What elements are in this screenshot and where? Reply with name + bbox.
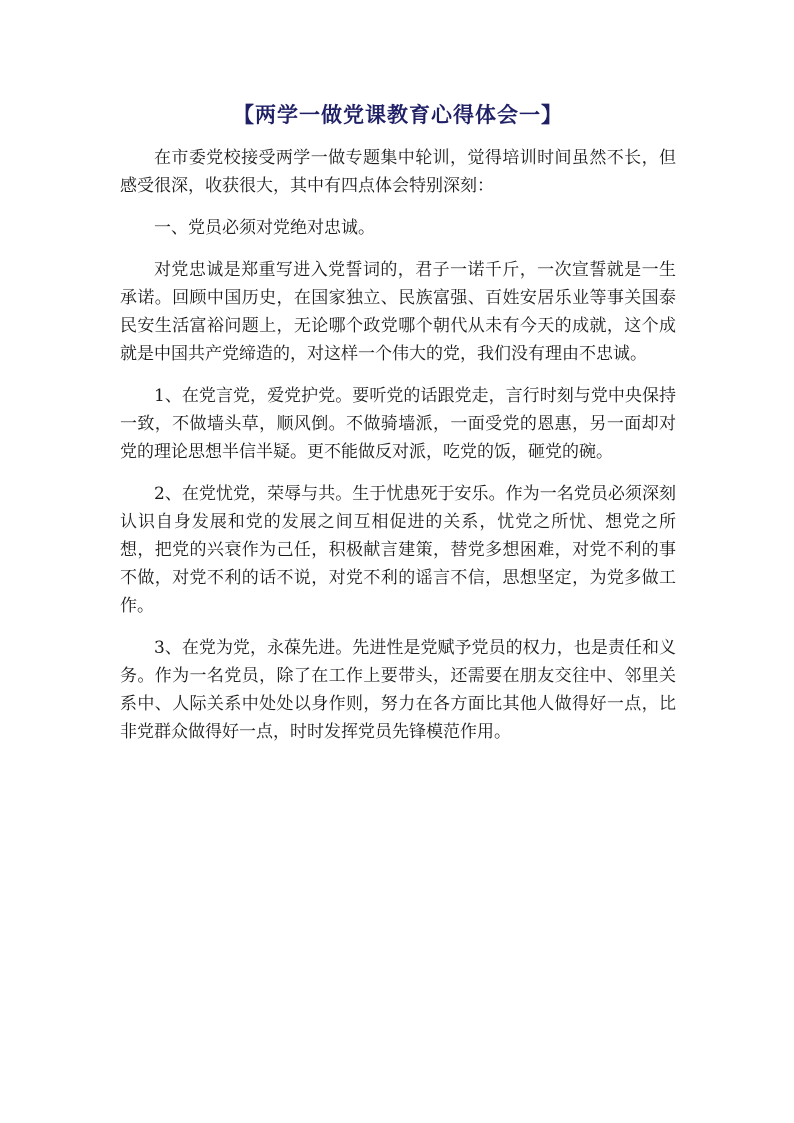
document-body	[120, 100, 676, 760]
section-heading-loyalty: 一、党员必须对党绝对忠诚。	[154, 218, 375, 238]
loyalty-paragraph: 对党忠诚是郑重写进入党誓词的，君子一诺千斤，一次宣誓就是一生承诺。回顾中国历史，在国家独立、民族富强、百姓安居乐业等事关国泰民安生活富裕问题上，无论哪个政党哪个朝代从未有今天的成就，这个成就是中国共产党缔造的，对这样一个伟大的党，我们没有理由不忠诚。	[120, 260, 676, 364]
intro-paragraph: 在市委党校接受两学一做专题集中轮训，觉得培训时间虽然不长，但感受很深，收获很大，其中有四点体会特别深刻：	[120, 148, 676, 196]
document-title: 【两学一做党课教育心得体会一】	[233, 103, 563, 127]
point-1-paragraph: 1、在党言党，爱党护党。要听党的话跟党走，言行时刻与党中央保持一致，不做墙头草，顺风倒。不做骑墙派，一面受党的恩惠，另一面却对党的理论思想半信半疑。更不能做反对派，吃党的饭，砸党的碗。	[120, 386, 676, 462]
point-2-paragraph: 2、在党忧党，荣辱与共。生于忧患死于安乐。作为一名党员必须深刻认识自身发展和党的发展之间互相促进的关系，忧党之所忧、想党之所想，把党的兴衰作为己任，积极献言建策，替党多想困难，对党不利的事不做，对党不利的话不说，对党不利的谣言不信，思想坚定，为党多做工作。	[120, 484, 676, 616]
point-3-paragraph: 3、在党为党，永葆先进。先进性是党赋予党员的权力，也是责任和义务。作为一名党员，除了在工作上要带头，还需要在朋友交往中、邻里关系中、人际关系中处处以身作则，努力在各方面比其他人做得好一点，比非党群众做得好一点，时时发挥党员先锋模范作用。	[120, 638, 676, 742]
